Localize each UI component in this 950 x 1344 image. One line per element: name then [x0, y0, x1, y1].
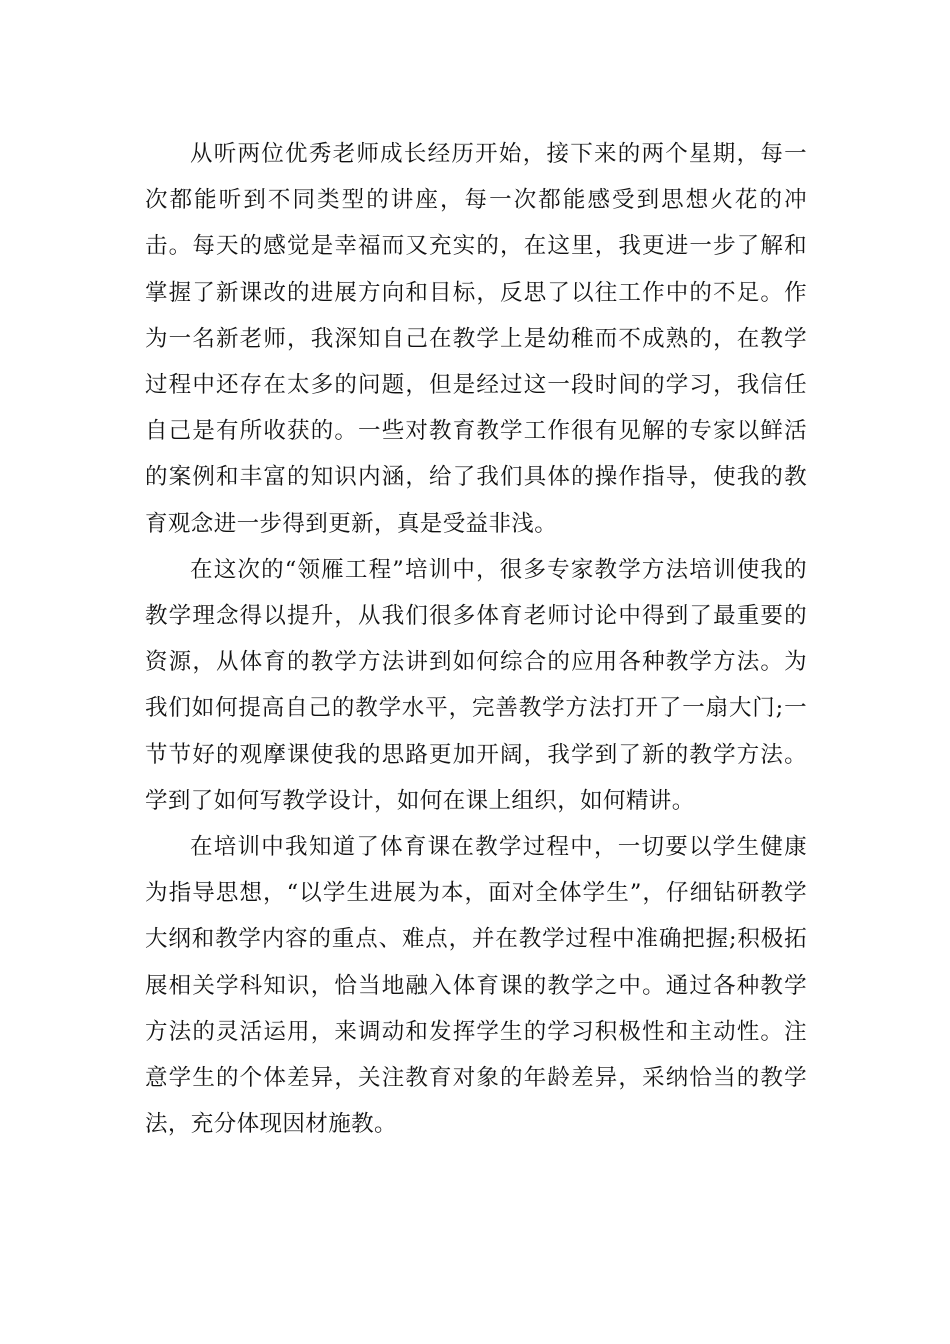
paragraph-2: 在这次的“领雁工程”培训中，很多专家教学方法培训使我的教学理念得以提升，从我们很多体育老师讨论中得到了最重要的资源，从体育的教学方法讲到如何综合的应用各种教学方法。为我们如何提高自己的教学水平，完善教学方法打开了一扇大门;一节节好的观摩课使我的思路更加开阔，我学到了新的教学方法。学到了如何写教学设计，如何在课上组织，如何精讲。: [145, 556, 807, 814]
document-body: [145, 131, 807, 1147]
paragraph-3: 在培训中我知道了体育课在教学过程中，一切要以学生健康为指导思想，“以学生进展为本，面对全体学生”，仔细钻研教学大纲和教学内容的重点、难点，并在教学过程中准确把握;积极拓展相关学科知识，恰当地融入体育课的教学之中。通过各种教学方法的灵活运用，来调动和发挥学生的学习积极性和主动性。注意学生的个体差异，关注教育对象的年龄差异，采纳恰当的教学法，充分体现因材施教。: [145, 834, 807, 1138]
paragraph-1: 从听两位优秀老师成长经历开始，接下来的两个星期，每一次都能听到不同类型的讲座，每一次都能感受到思想火花的冲击。每天的感觉是幸福而又充实的，在这里，我更进一步了解和掌握了新课改的进展方向和目标，反思了以往工作中的不足。作为一名新老师，我深知自己在教学上是幼稚而不成熟的，在教学过程中还存在太多的问题，但是经过这一段时间的学习，我信任自己是有所收获的。一些对教育教学工作很有见解的专家以鲜活的案例和丰富的知识内涵，给了我们具体的操作指导，使我的教育观念进一步得到更新，真是受益非浅。: [145, 141, 807, 537]
